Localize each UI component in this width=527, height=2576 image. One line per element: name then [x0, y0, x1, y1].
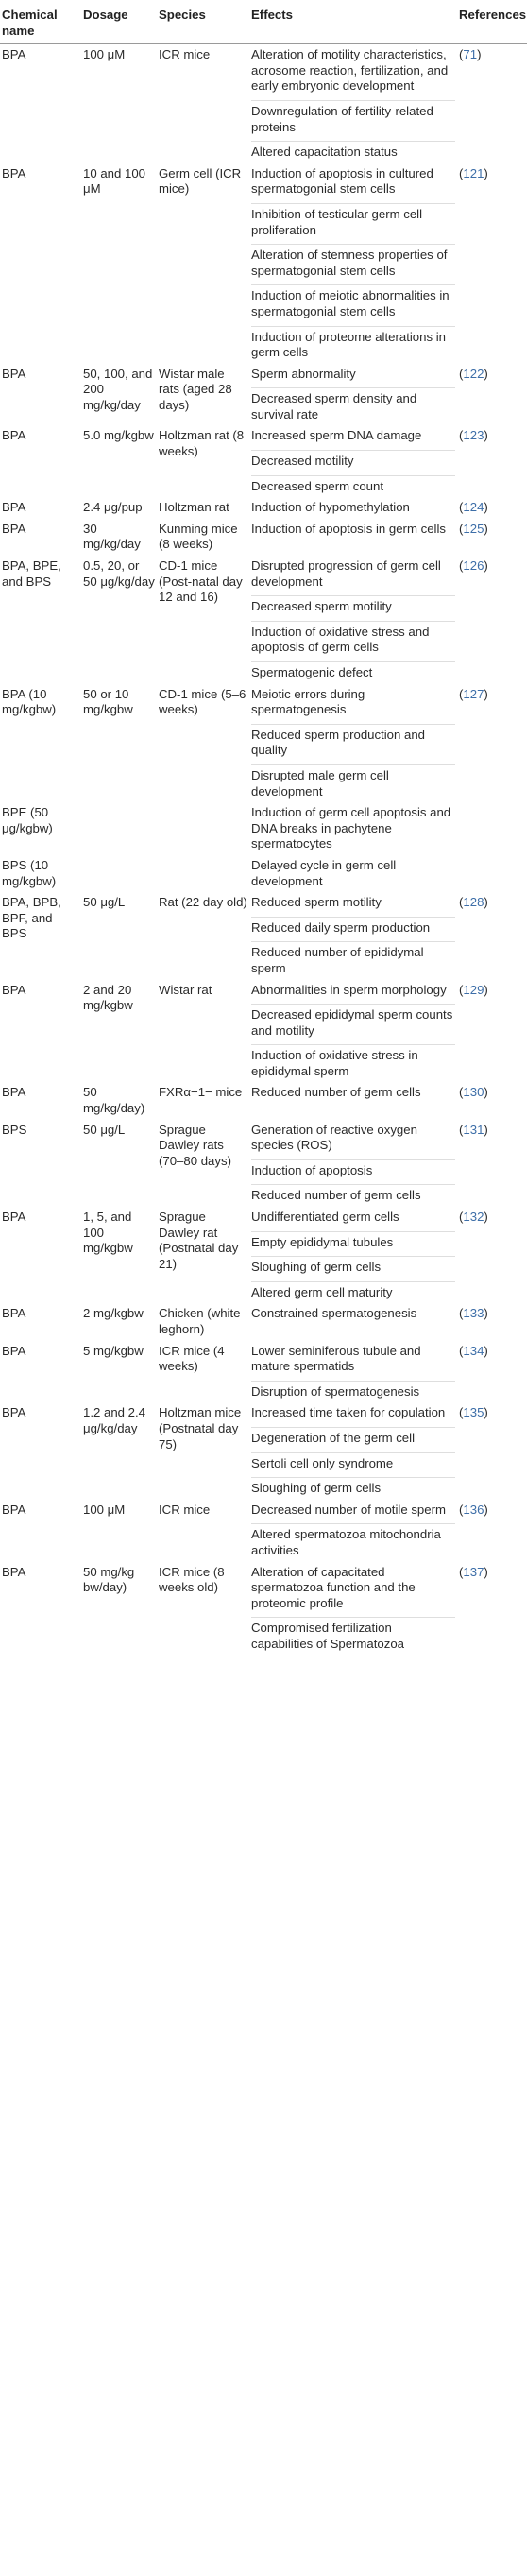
chemical-name-cell: BPA: [2, 521, 26, 536]
species-cell: Sprague Dawley rats (70–80 days): [159, 1122, 231, 1168]
table-row: [0, 497, 527, 519]
effects-cell: [249, 497, 457, 519]
dosage-cell: 2.4 μg/pup: [83, 500, 143, 515]
reference-cell: (131): [459, 1122, 488, 1137]
effects-cell: [249, 1120, 457, 1207]
effects-cell: [249, 44, 457, 163]
chemical-name-cell: BPA: [0, 44, 81, 163]
effect-item: Downregulation of fertility-related proteins: [251, 104, 455, 142]
effects-cell: [249, 1341, 457, 1403]
reference-cell: (123): [459, 428, 488, 443]
chemical-name-cell: BPA: [2, 1405, 26, 1420]
effect-item: Induction of oxidative stress in epididymal sperm: [251, 1048, 418, 1078]
species-cell: Wistar rat: [159, 982, 212, 997]
reference-link[interactable]: 136: [463, 1502, 484, 1517]
effect-item: Meiotic errors during spermatogenesis: [251, 687, 455, 725]
dosage-cell: 1.2 and 2.4 μg/kg/day: [83, 1405, 145, 1435]
effect-item: Alteration of stemness properties of spermatogonial stem cells: [251, 248, 455, 285]
effects-cell: [249, 1303, 457, 1340]
table-row: [0, 1562, 527, 1656]
effect-item: Induction of apoptosis in cultured spermatogonial stem cells: [251, 166, 455, 204]
effect-item: Decreased epididymal sperm counts and motility: [251, 1007, 455, 1045]
reference-cell: (71): [457, 44, 527, 163]
table-row: [0, 519, 527, 556]
reference-cell: (136): [459, 1502, 488, 1517]
effect-item: Decreased sperm density and survival rate: [251, 391, 417, 421]
effect-item: Sloughing of germ cells: [251, 1260, 455, 1282]
species-cell: Wistar male rats (aged 28 days): [159, 366, 232, 412]
reference-link[interactable]: 134: [463, 1343, 484, 1358]
effect-item: Induction of meiotic abnormalities in spermatogonial stem cells: [251, 288, 455, 326]
table-row: [0, 855, 527, 892]
table-row: [0, 802, 527, 855]
species-cell: ICR mice (8 weeks old): [159, 1564, 225, 1595]
effect-item: Reduced daily sperm production: [251, 920, 455, 943]
table-body: [0, 44, 527, 1656]
reference-cell: (130): [459, 1085, 488, 1100]
effect-item: Induction of germ cell apoptosis and DNA breaks in pachytene spermatocytes: [251, 805, 451, 851]
dosage-cell: 2 and 20 mg/kgbw: [83, 982, 133, 1013]
effect-item: Undifferentiated germ cells: [251, 1210, 455, 1232]
reference-cell: (124): [459, 500, 488, 515]
table-row: [0, 1303, 527, 1340]
effects-cell: [249, 1500, 457, 1562]
effect-item: Spermatogenic defect: [251, 665, 373, 679]
table-row: [0, 980, 527, 1083]
effects-cell: [249, 802, 457, 855]
effects-cell: [249, 425, 457, 497]
effect-item: Sertoli cell only syndrome: [251, 1456, 455, 1479]
effects-cell: [249, 364, 457, 426]
table-row: [0, 556, 527, 684]
dosage-cell: 50 μg/L: [83, 1122, 126, 1137]
effect-item: Empty epididymal tubules: [251, 1235, 455, 1258]
species-cell: Sprague Dawley rat (Postnatal day 21): [159, 1210, 239, 1271]
reference-link[interactable]: 133: [463, 1306, 484, 1321]
effect-item: Alteration of capacitated spermatozoa function and the proteomic profile: [251, 1565, 455, 1619]
effects-cell: [249, 1562, 457, 1656]
chemical-name-cell: BPE (50 μg/kgbw): [2, 805, 53, 835]
reference-link[interactable]: 129: [463, 982, 484, 997]
effect-item: Alteration of motility characteristics, acrosome reaction, fertilization, and early embryonic development: [251, 47, 455, 101]
reference-cell: (121): [459, 165, 488, 180]
reference-link[interactable]: 137: [463, 1564, 484, 1579]
chemical-name-cell: BPA: [2, 1306, 26, 1321]
effect-item: Abnormalities in sperm morphology: [251, 983, 455, 1005]
table-header: [0, 0, 527, 44]
species-cell: Germ cell (ICR mice): [159, 165, 242, 197]
reference-cell: (127): [459, 686, 488, 701]
chemical-name-cell: BPS (10 mg/kgbw): [2, 857, 57, 888]
reference-cell: (133): [459, 1306, 488, 1321]
reference-link[interactable]: 131: [463, 1122, 484, 1137]
effect-item: Decreased number of motile sperm: [251, 1503, 455, 1525]
effects-cell: [249, 1082, 457, 1119]
dosage-cell: 100 μM: [83, 1502, 126, 1517]
reference-link[interactable]: 124: [463, 500, 484, 515]
reference-link[interactable]: 127: [463, 686, 484, 701]
reference-cell: (126): [459, 558, 488, 574]
header-dosage: Dosage: [81, 0, 157, 44]
chemical-name-cell: BPA: [2, 1085, 26, 1100]
effects-cell: [249, 855, 457, 892]
species-cell: Rat (22 day old): [159, 895, 247, 910]
table-row: [0, 892, 527, 979]
header-references: References: [457, 0, 527, 44]
chemical-name-cell: BPA: [2, 1343, 26, 1358]
effect-item: Degeneration of the germ cell: [251, 1431, 455, 1453]
effect-item: Generation of reactive oxygen species (ROS): [251, 1123, 455, 1160]
dosage-cell: 10 and 100 μM: [83, 165, 146, 197]
reference-link[interactable]: 71: [463, 47, 478, 62]
effect-item: Decreased motility: [251, 454, 455, 476]
effects-cell: [249, 556, 457, 684]
species-cell: ICR mice (4 weeks): [159, 1343, 225, 1374]
reference-link[interactable]: 132: [463, 1210, 484, 1225]
reference-cell: [457, 855, 527, 892]
effect-item: Disruption of spermatogenesis: [251, 1383, 420, 1399]
dosage-cell: 1, 5, and 100 mg/kgbw: [83, 1210, 133, 1256]
table-row: [0, 1120, 527, 1207]
table-row: [0, 1341, 527, 1403]
effect-item: Disrupted progression of germ cell development: [251, 558, 455, 596]
dosage-cell: 50 mg/kg/day): [83, 1085, 145, 1116]
effect-item: Induction of oxidative stress and apoptosis of germ cells: [251, 625, 455, 662]
reference-cell: (137): [459, 1564, 488, 1579]
species-cell: ICR mice: [157, 44, 249, 163]
effect-item: Decreased sperm count: [251, 478, 384, 493]
species-cell: CD-1 mice (Post-natal day 12 and 16): [159, 558, 243, 605]
dosage-cell: 5.0 mg/kgbw: [83, 428, 154, 443]
reference-link[interactable]: 130: [463, 1085, 484, 1100]
effect-item: Altered germ cell maturity: [251, 1284, 393, 1299]
chemical-name-cell: BPS: [2, 1122, 27, 1137]
effect-item: Sloughing of germ cells: [251, 1481, 382, 1496]
effect-item: Reduced number of epididymal sperm: [251, 945, 424, 975]
dosage-cell: [81, 802, 157, 855]
header-effects: Effects: [249, 0, 457, 44]
dosage-cell: 50, 100, and 200 mg/kg/day: [83, 366, 153, 412]
reference-cell: (125): [459, 521, 488, 536]
reference-cell: (129): [459, 982, 488, 997]
reference-link[interactable]: 126: [463, 558, 484, 574]
species-cell: Holtzman rat (8 weeks): [159, 428, 245, 459]
species-cell: Holtzman rat: [159, 500, 230, 515]
species-cell: [157, 802, 249, 855]
table-row: [0, 1500, 527, 1562]
chemical-name-cell: BPA: [2, 1210, 26, 1225]
effect-item: Reduced sperm motility: [251, 895, 455, 918]
dosage-cell: 0.5, 20, or 50 μg/kg/day: [83, 558, 155, 589]
species-cell: FXRα−1− mice: [159, 1085, 243, 1100]
dosage-cell: 50 μg/L: [83, 895, 126, 910]
header-chemical-name: Chemical name: [0, 0, 81, 44]
effect-item: Induction of apoptosis in germ cells: [251, 521, 446, 536]
effect-item: Constrained spermatogenesis: [251, 1306, 417, 1321]
dosage-cell: 5 mg/kgbw: [83, 1343, 144, 1358]
chemical-name-cell: BPA (10 mg/kgbw): [2, 686, 57, 717]
reference-cell: (135): [459, 1405, 488, 1420]
reference-cell: (122): [459, 366, 488, 381]
table-row: [0, 44, 527, 163]
reference-cell: [457, 802, 527, 855]
effects-cell: [249, 684, 457, 803]
reference-link[interactable]: 125: [463, 521, 484, 536]
reference-cell: (128): [459, 895, 488, 910]
dosage-cell: 50 mg/kg bw/day): [83, 1564, 135, 1595]
effect-item: Altered spermatozoa mitochondria activities: [251, 1527, 441, 1557]
effect-item: Induction of apoptosis: [251, 1163, 455, 1186]
effect-item: Decreased sperm motility: [251, 599, 455, 622]
chemical-name-cell: BPA: [2, 500, 26, 515]
effect-item: Reduced number of germ cells: [251, 1085, 421, 1100]
effect-item: Reduced sperm production and quality: [251, 728, 455, 765]
species-cell: Kunming mice (8 weeks): [159, 521, 238, 552]
species-cell: Chicken (white leghorn): [159, 1306, 241, 1336]
effects-cell: [249, 1402, 457, 1499]
effect-item: Increased time taken for copulation: [251, 1405, 455, 1428]
table-row: [0, 1082, 527, 1119]
chemical-name-cell: BPA: [2, 982, 26, 997]
dosage-cell: 2 mg/kgbw: [83, 1306, 144, 1321]
header-species: Species: [157, 0, 249, 44]
effects-cell: [249, 980, 457, 1083]
reference-link[interactable]: 135: [463, 1405, 484, 1420]
reference-link[interactable]: 128: [463, 895, 484, 910]
effect-item: Reduced number of germ cells: [251, 1188, 421, 1203]
effect-item: Altered capacitation status: [251, 145, 398, 160]
effects-cell: [249, 519, 457, 556]
table-row: [0, 364, 527, 426]
reference-link[interactable]: 123: [463, 428, 484, 443]
reference-link[interactable]: 122: [463, 366, 484, 381]
effect-item: Delayed cycle in germ cell development: [251, 857, 397, 888]
chemical-name-cell: BPA: [2, 428, 26, 443]
chemical-name-cell: BPA: [2, 1502, 26, 1517]
species-cell: Holtzman mice (Postnatal day 75): [159, 1405, 242, 1451]
effect-item: Sperm abnormality: [251, 367, 455, 389]
chemical-name-cell: BPA: [2, 366, 26, 381]
species-cell: [157, 855, 249, 892]
chemical-name-cell: BPA: [2, 165, 26, 180]
chemical-name-cell: BPA: [2, 1564, 26, 1579]
dosage-cell: [81, 855, 157, 892]
table-row: [0, 1207, 527, 1303]
species-cell: ICR mice: [159, 1502, 211, 1517]
chemical-name-cell: BPA, BPE, and BPS: [2, 558, 61, 589]
reference-link[interactable]: 121: [463, 165, 484, 180]
dosage-cell: 50 or 10 mg/kgbw: [83, 686, 133, 717]
dosage-cell: 100 μM: [81, 44, 157, 163]
chemical-name-cell: BPA, BPB, BPF, and BPS: [2, 895, 61, 941]
reference-cell: (132): [459, 1210, 488, 1225]
table-row: [0, 684, 527, 803]
effect-item: Disrupted male germ cell development: [251, 767, 389, 799]
table-row: [0, 163, 527, 364]
effect-item: Induction of proteome alterations in germ cells: [251, 329, 446, 360]
reference-cell: (134): [459, 1343, 488, 1358]
table-row: [0, 1402, 527, 1499]
table-row: [0, 425, 527, 497]
effects-cell: [249, 1207, 457, 1303]
effect-item: Inhibition of testicular germ cell proliferation: [251, 207, 455, 245]
dosage-cell: 30 mg/kg/day: [83, 521, 141, 552]
effect-item: Compromised fertilization capabilities of Spermatozoa: [251, 1621, 405, 1651]
effect-item: Lower seminiferous tubule and mature spermatids: [251, 1344, 455, 1382]
effects-cell: [249, 163, 457, 364]
effect-item: Increased sperm DNA damage: [251, 428, 455, 451]
effect-item: Induction of hypomethylation: [251, 500, 410, 515]
species-cell: CD-1 mice (5–6 weeks): [159, 686, 246, 717]
effects-cell: [249, 892, 457, 979]
